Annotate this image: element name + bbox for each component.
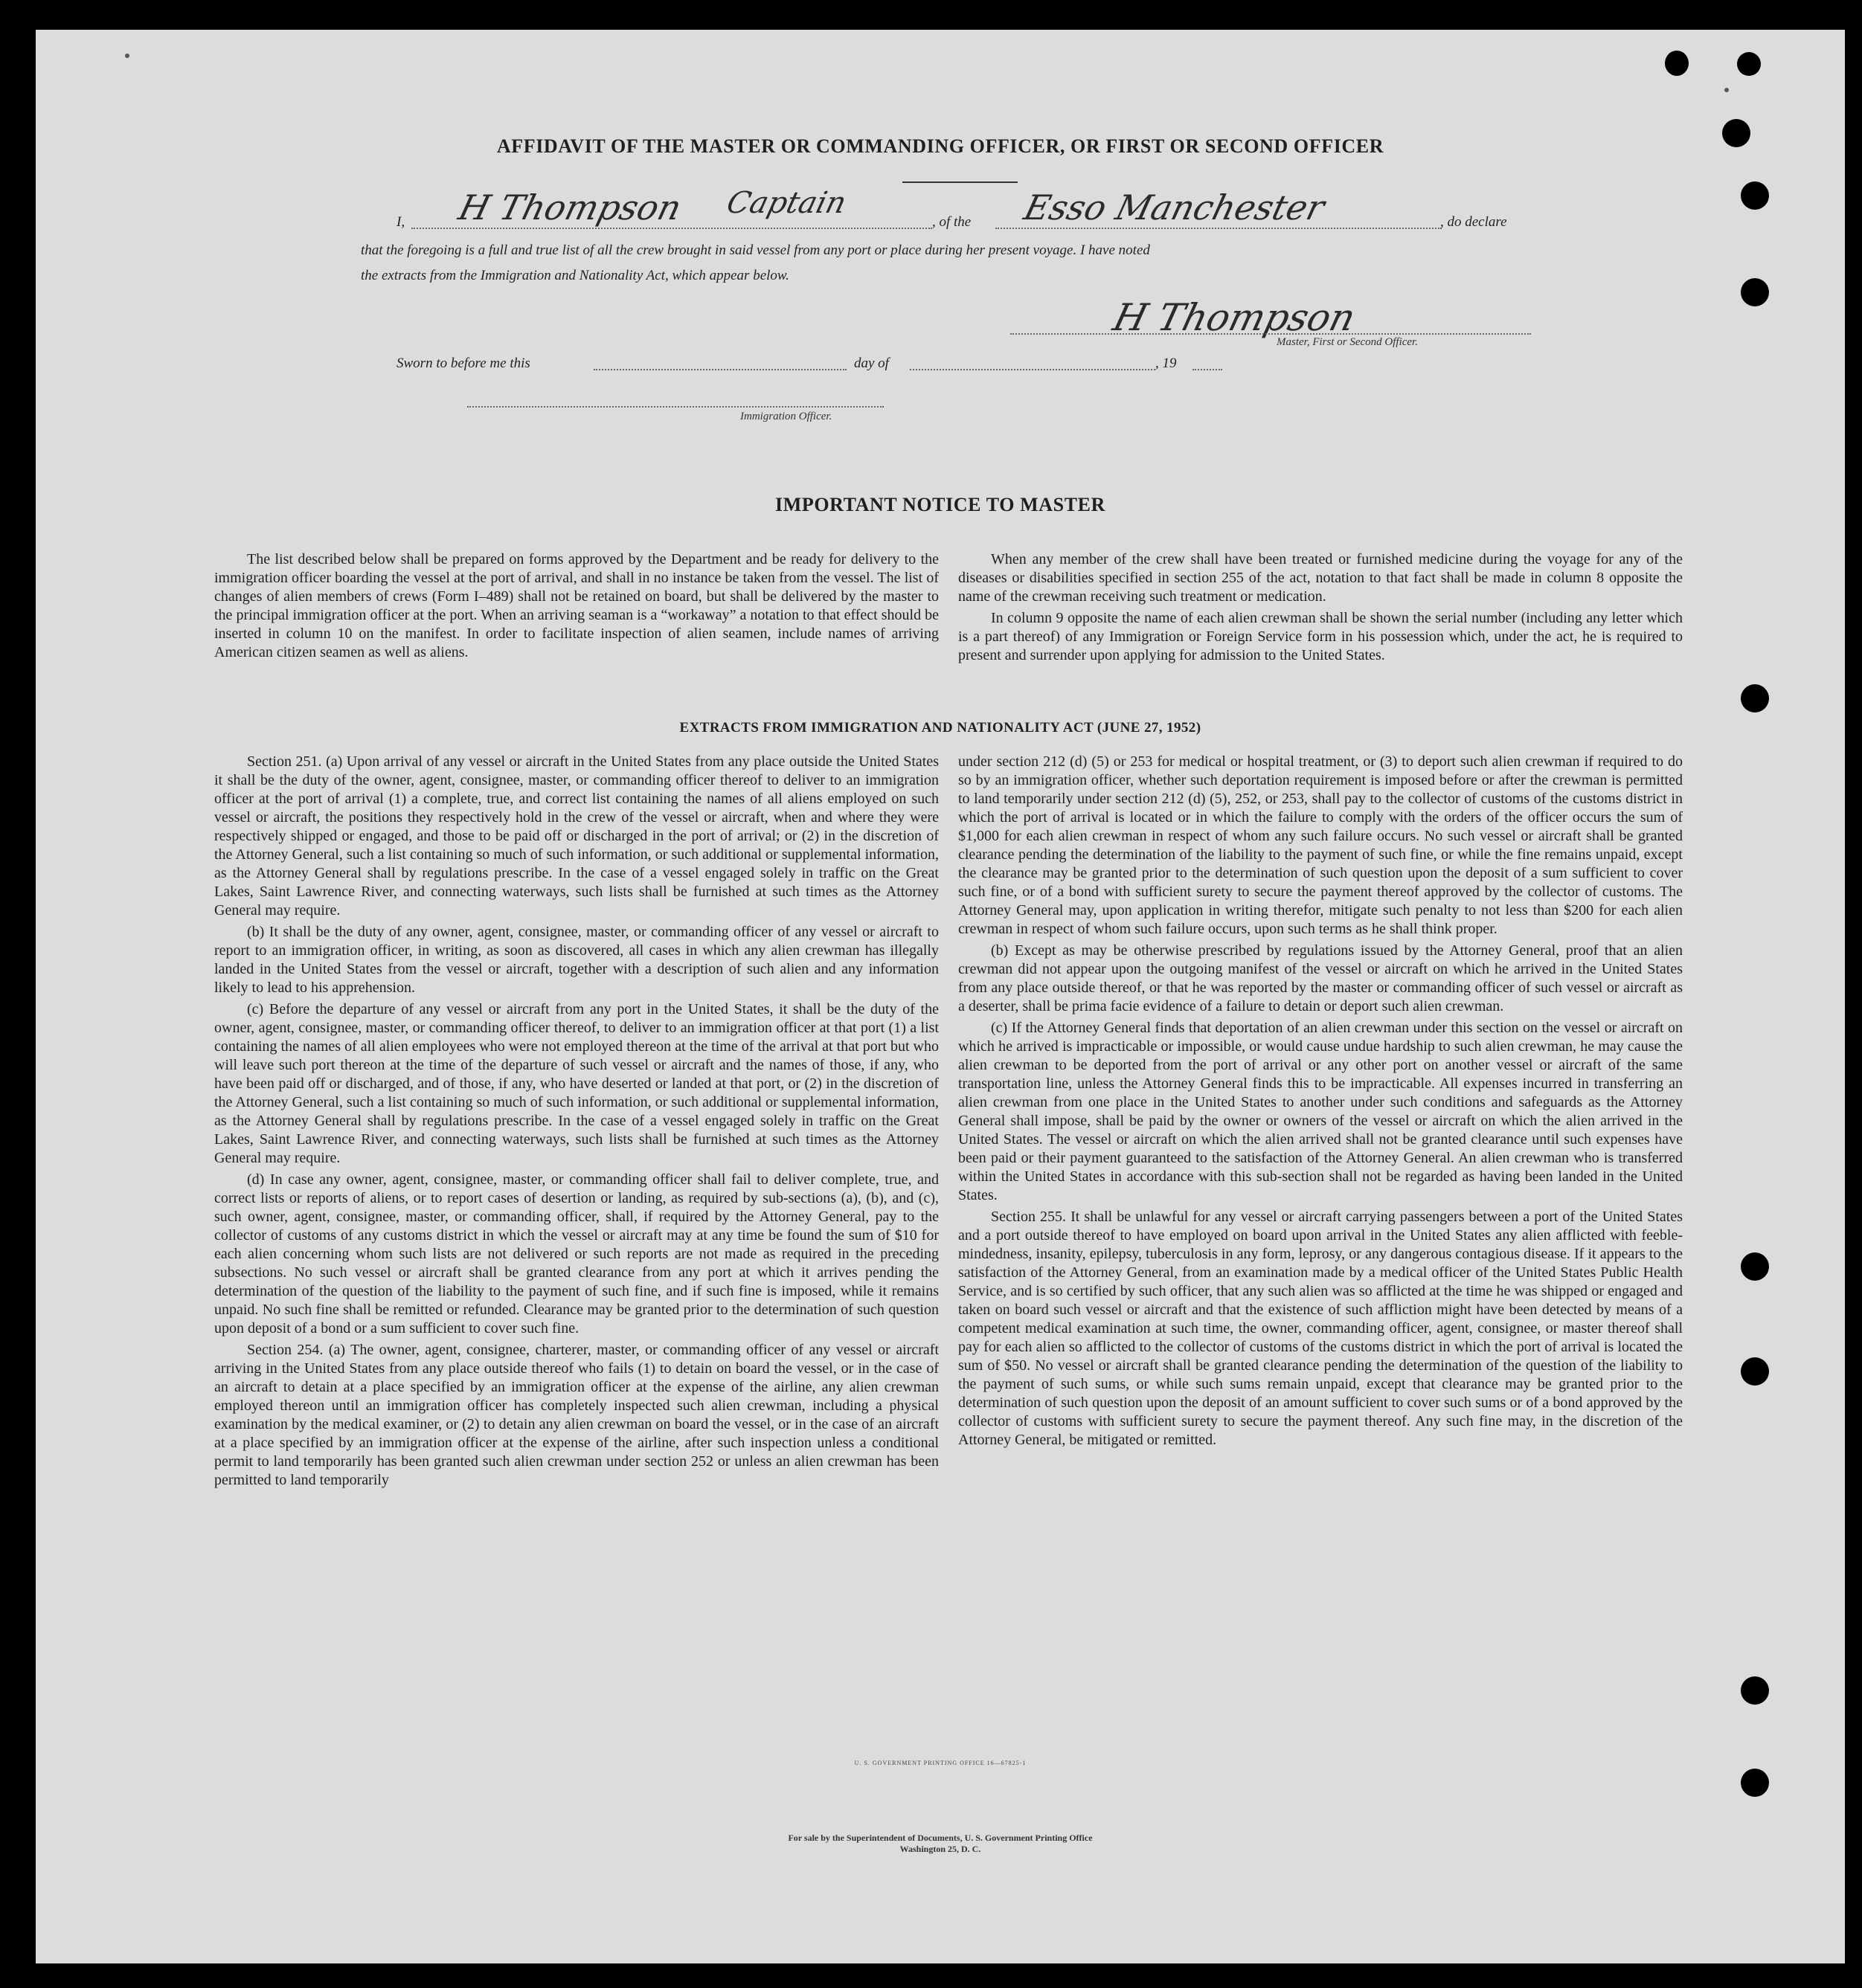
binder-hole	[1741, 1676, 1769, 1705]
binder-hole	[1741, 1769, 1769, 1797]
notice-right-paragraph: When any member of the crew shall have been treated or furnished medicine during the voyage for any of the diseases or disabilities specified in section 255 of the act, notation to that fact shall be made in column 8 opposite the name of the crewman receiving such treatment or medication.	[958, 551, 1683, 605]
affidavit-statement-line2: the extracts from the Immigration and Nationality Act, which appear below.	[361, 268, 789, 283]
sworn-month-line	[910, 369, 1155, 370]
declare-prefix: I,	[397, 214, 405, 230]
do-declare-label: , do declare	[1440, 214, 1507, 230]
paper-speck	[1724, 88, 1729, 92]
notice-right-column	[958, 550, 1683, 665]
notice-right-paragraph: In column 9 opposite the name of each alien crewman shall be shown the serial number (including any letter which is a part thereof) of any Immigration or Foreign Service form in his possession which, under the act, he is required to present and surrender upon applying for admission to the United States.	[958, 610, 1683, 663]
binder-hole	[1741, 1357, 1769, 1386]
footer	[36, 1833, 1845, 1855]
immigration-officer-line	[467, 406, 884, 408]
printer-mark: U. S. GOVERNMENT PRINTING OFFICE 16—67825-1	[854, 1760, 1027, 1766]
extracts-left-column	[214, 753, 939, 1490]
notice-title: IMPORTANT NOTICE TO MASTER	[774, 494, 1105, 515]
section-254-a-continued: under section 212 (d) (5) or 253 for medical or hospital treatment, or (3) to deport such alien crewman if required to do so by an immigration officer, whether such deportation requirement is imposed before or after the crewman is permitted to land temporarily under section 212 (d) (5), 252, or 253, shall pay to the collector of customs of the customs district in which the port of arrival is located or in which the failure to comply with the orders of the officer occurs the sum of $1,000 for each alien crewman in respect of whom any such failure occurs. No such vessel or aircraft shall be granted clearance pending the determination of the liability to the payment of such fine, or while the fine remains unpaid, except the clearance may be granted prior to the determination of such question upon the deposit of a sum sufficient to cover such fine, or of a bond with sufficient surety to secure the payment thereof approved by the collector of customs. The Attorney General may, upon application in writing therefor, mitigate such penalty to not less than $200 for each alien crewman in respect of whom such failure occurs, upon such terms as he shall think proper.	[958, 753, 1683, 937]
section-251-a: Section 251. (a) Upon arrival of any vessel or aircraft in the United States from any place outside the United States it shall be the duty of the owner, agent, consignee, master, or commanding officer thereof to deliver to an immigration officer at the port of arrival (1) a complete, true, and correct list containing the names of all aliens employed on such vessel or aircraft, the positions they respectively hold in the crew of the vessel or aircraft, when and where they were respectively shipped or engaged, and those to be paid off or discharged in the port of arrival; or (2) in the discretion of the Attorney General, such a list containing so much of such information, or such additional or supplemental information, as the Attorney General shall by regulations prescribe. In the case of a vessel engaged solely in traffic on the Great Lakes, Saint Lawrence River, and connecting waterways, such lists shall be furnished at such times as the Attorney General may require.	[214, 753, 939, 919]
sworn-year-line	[1192, 369, 1222, 370]
binder-hole	[1741, 181, 1769, 210]
name-field-line	[411, 228, 932, 229]
signature-caption: Master, First or Second Officer.	[1277, 336, 1418, 348]
handwritten-rank: Captain	[723, 186, 850, 220]
sworn-day-line	[594, 369, 847, 370]
of-the-label: , of the	[932, 214, 972, 230]
section-255: Section 255. It shall be unlawful for any vessel or aircraft carrying passengers between a port of the United States and a port outside thereof to have employed on board upon arrival in the United States any alien afflicted with feeble-mindedness, insanity, epilepsy, tuberculosis in any form, leprosy, or any dangerous contagious disease. If it appears to the satisfaction of the Attorney General, from an examination made by a medical officer of the United States Public Health Service, and is so certified by such officer, that any such alien was so afflicted at the time he was shipped or engaged and taken on board such vessel or aircraft and that the existence of such affliction might have been detected by means of a competent medical examination at such time, the owner, commanding officer, agent, consignee, or master thereof shall pay for each alien so afflicted to the collector of customs of the customs district in which the port of arrival is located the sum of $50. No vessel or aircraft shall be granted clearance pending the determination of the question of the liability to the payment of such sums, or while such sums remain unpaid, except that clearance may be granted prior to the determination of such question upon the deposit of an amount sufficient to cover such sums or of a bond approved by the collector of customs with sufficient surety to secure the payment thereof. Any such fine may, in the discretion of the Attorney General, be mitigated or remitted.	[958, 1209, 1683, 1448]
affidavit-statement-line1: that the foregoing is a full and true list of all the crew brought in said vessel from any port or place during her present voyage. I have noted	[361, 242, 1150, 258]
section-254-a: Section 254. (a) The owner, agent, consignee, charterer, master, or commanding officer of any vessel or aircraft arriving in the United States from any place outside thereof who fails (1) to detain on board the vessel, or in the case of an aircraft to detain at a place specified by an immigration officer at the expense of the airline, any alien crewman employed thereon until an immigration officer has completely inspected such alien crewman, including a physical examination by the medical examiner, or (2) to detain any alien crewman on board the vessel, or in the case of an aircraft at a place specified by an immigration officer at the expense of the airline, after such inspection unless a conditional permit to land temporarily has been granted such alien crewman under section 252 or unless an alien crewman has been permitted to land temporarily	[214, 1342, 939, 1488]
section-251-b: (b) It shall be the duty of any owner, agent, consignee, master, or commanding officer of any vessel or aircraft to report to an immigration officer, in writing, as soon as discovered, all cases in which any alien crewman has illegally landed in the United States from the vessel or aircraft, together with a description of such alien and any information likely to lead to his apprehension.	[214, 924, 939, 996]
binder-hole	[1741, 684, 1769, 712]
handwritten-signature: H Thompson	[1108, 296, 1360, 339]
extracts-right-column	[958, 753, 1683, 1450]
paper-speck	[125, 54, 129, 58]
vessel-field-line	[995, 228, 1442, 229]
immigration-officer-caption: Immigration Officer.	[740, 411, 832, 422]
handwritten-vessel-name: Esso Manchester	[1020, 187, 1329, 228]
footer-line2: Washington 25, D. C.	[899, 1844, 981, 1854]
extracts-title: EXTRACTS FROM IMMIGRATION AND NATIONALITY ACT (JUNE 27, 1952)	[679, 720, 1201, 736]
section-254-b: (b) Except as may be otherwise prescribed by regulations issued by the Attorney General, proof that an alien crewman did not appear upon the outgoing manifest of the vessel or aircraft on which he arrived in the United States from any place outside thereof, or that he was reported by the master or commanding officer of such vessel or aircraft as a deserter, shall be prima facie evidence of a failure to detain or deport such alien crewman.	[958, 942, 1683, 1014]
section-251-d: (d) In case any owner, agent, consignee, master, or commanding officer shall fail to deliver complete, true, and correct lists or reports of aliens, or to report cases of desertion or landing, as required by sub-sections (a), (b), and (c), such owner, agent, consignee, master, or commanding officer, shall, if required by the Attorney General, pay to the collector of customs of any customs district in which the vessel or aircraft may at any time be found the sum of $10 for each alien concerning whom such lists are not delivered or such reports are not made as required in the preceding subsections. No such vessel or aircraft shall be granted clearance from any port at which it arrives pending the determination of the question of the liability to the payment of such fine, and if such fine is imposed, while it remains unpaid. No such fine shall be remitted or refunded. Clearance may be granted prior to the determination of such question upon deposit of a bond or a sum sufficient to cover such fine.	[214, 1171, 939, 1336]
binder-hole	[1665, 51, 1689, 76]
form-page	[36, 30, 1845, 1963]
binder-hole	[1741, 278, 1769, 306]
binder-hole	[1737, 52, 1761, 76]
handwritten-master-name: H Thompson	[455, 187, 686, 228]
section-251-c: (c) Before the departure of any vessel or aircraft from any port in the United States, it shall be the duty of the owner, agent, consignee, master, or commanding officer thereof, to deliver to an immigration officer at that port (1) a list containing the names of all alien employees who were not employed thereon at the time of the arrival at that port but who will leave such port thereon at the time of the departure of such vessel or aircraft and the names of those, if any, who have been paid off or discharged, and of those, if any, who have deserted or landed at that port, or (2) in the discretion of the Attorney General, such a list containing so much of such information, or such additional or supplemental information, as the Attorney General shall by regulations prescribe. In the case of a vessel engaged solely in traffic on the Great Lakes, Saint Lawrence River, and connecting waterways, such lists shall be furnished at such times as the Attorney General may require.	[214, 1001, 939, 1166]
day-of-label: day of	[854, 356, 889, 371]
title-rule	[902, 181, 1018, 183]
notice-left-column	[214, 550, 939, 662]
affidavit-title: AFFIDAVIT OF THE MASTER OR COMMANDING OFFICER, OR FIRST OR SECOND OFFICER	[496, 135, 1384, 157]
sworn-label: Sworn to before me this	[397, 356, 530, 371]
signature-line	[1010, 333, 1531, 335]
section-254-c: (c) If the Attorney General finds that deportation of an alien crewman under this section on the vessel or aircraft on which he arrived is impracticable or impossible, or would cause undue hardship to such alien crewman, he may cause the alien crewman to be deported from the port of arrival or any other port on another vessel or aircraft of the same transportation line, unless the Attorney General finds this to be impracticable. All expenses incurred in transferring an alien crewman from one place in the United States to another under such conditions and safeguards as the Attorney General shall impose, shall be paid by the owner or owners of the vessel or aircraft on which the alien arrived in the United States. The vessel or aircraft on which the alien arrived shall not be granted clearance until such expenses have been paid or their payment guaranteed to the satisfaction of the Attorney General. An alien crewman who is transferred within the United States in accordance with this sub-section shall not be regarded as having been landed in the United States.	[958, 1020, 1683, 1203]
notice-left-paragraph: The list described below shall be prepared on forms approved by the Department and be ready for delivery to the immigration officer boarding the vessel at the port of arrival, and shall in no instance be taken from the vessel. The list of changes of alien members of crews (Form I–489) shall not be retained on board, but shall be delivered by the master to the principal immigration officer at the port. When an arriving seaman is a “workaway” a notation to that effect should be inserted in column 10 on the manifest. In order to facilitate inspection of alien seamen, include names of arriving American citizen seamen as well as aliens.	[214, 551, 939, 660]
binder-hole	[1741, 1252, 1769, 1281]
footer-line1: For sale by the Superintendent of Documents, U. S. Government Printing Office	[788, 1833, 1093, 1843]
year-label: , 19	[1155, 356, 1177, 371]
